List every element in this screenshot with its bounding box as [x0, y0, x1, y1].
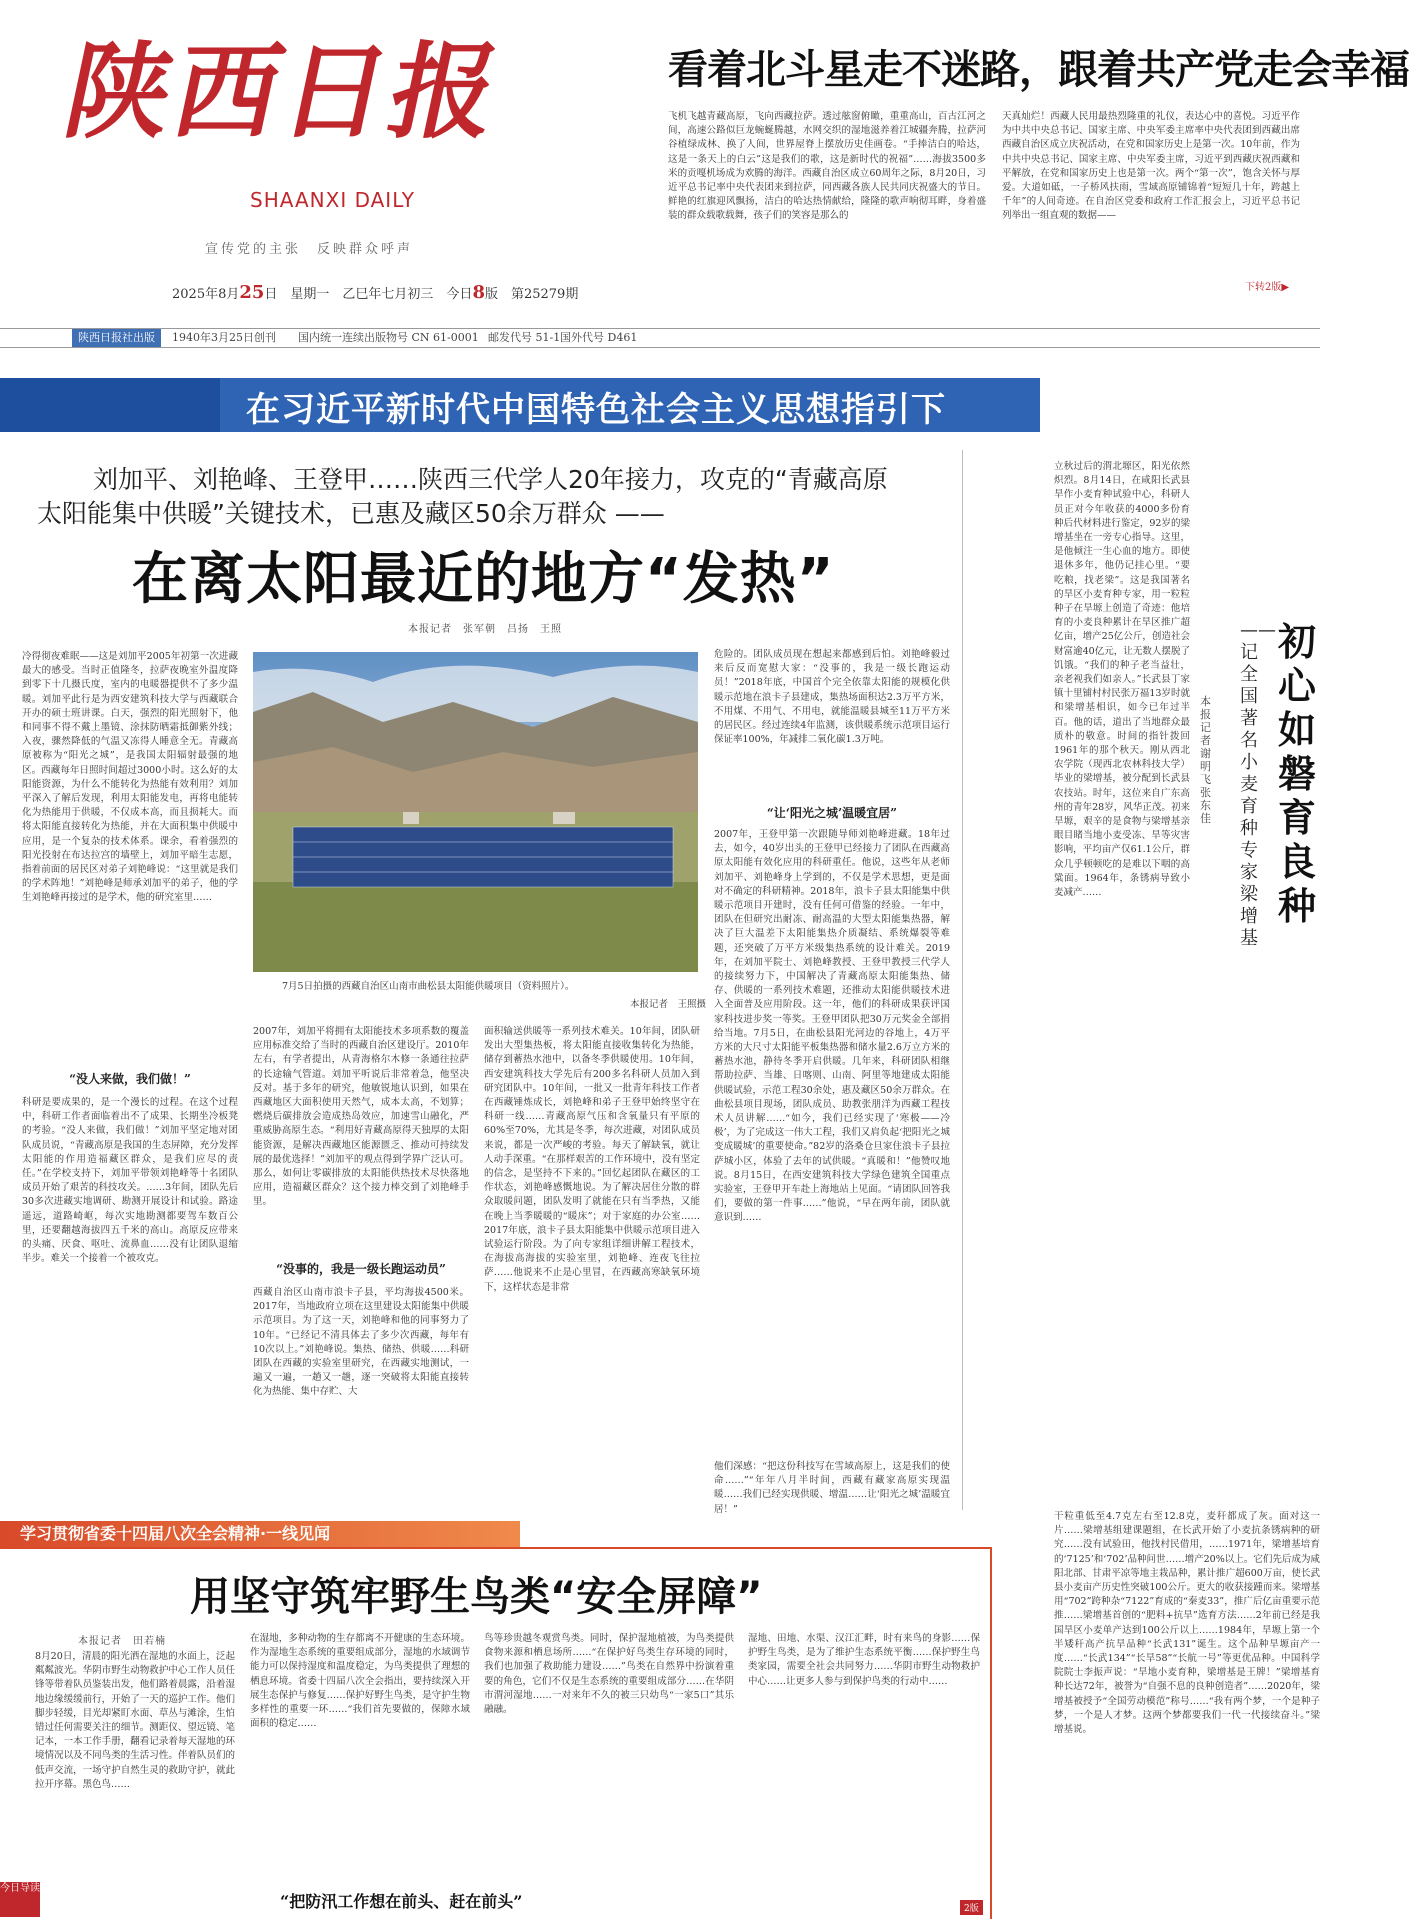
- page-reference-badge[interactable]: 2版: [960, 1900, 983, 1915]
- lead-col1: 冷得彻夜难眠——这是刘加平2005年初第一次进藏最大的感受。当时正值隆冬，拉萨夜晚室外温度降到零下十几摄氏度，室内的电暖器提供不了多少温暖。刘加平此行是为西安建筑科技大学与西藏联合开办的硕士班讲课。白天，强烈的阳光照射下，他和同事不得不戴上墨镜、涂抹防晒霜抵御紫外线；入夜，骤然降低的气温又冻得人睡意全无。青藏高原被称为“阳光之城”，是我国太阳辐射最强的地区。西藏每年日照时间超过3000小时。这么好的太阳能资源，为什么不能转化为热能有效利用？刘加平深入了解后发现，利用太阳能发电，再将电能转化为热能用于供暖，不仅成本高，而且损耗大。而将太阳能直接转化为热能，并在大面积集中供暖中应用，是一个复杂的技术体系。课余，看着强烈的阳光投射在布达拉宫的墙壁上，刘加平暗生志愿，指着前面的居民区对弟子刘艳峰说：“这里就是我们的学术阵地！”刘艳峰是师承刘加平的弟子，他的学生刘艳峰再接过的是学术，他的研究室里……: [22, 651, 238, 904]
- post-code: 邮发代号 51-1: [488, 331, 561, 344]
- lead-col1b: 科研是要成果的，是一个漫长的过程。在这个过程中，科研工作者面临着出不了成果、长期坐冷板凳的考验。“没人来做，我们做！”刘加平坚定地对团队成员说，“青藏高原是我国的生态屏障，充分发挥太阳能的作用造福藏区群众，是我们应尽的责任。”在学校支持下，刘加平带领刘艳峰等十名团队成员开始了艰苦的科技攻关。……3年间，团队先后30多次进藏实地调研、勘测开展设计和试验。路途遥远，道路崎岖，每次实地勘测都要驾车数百公里，还要翻越海拔四五千米的高山。高原反应带来的头痛、厌食、呕吐、流鼻血……没有让团队退缩半步。难关一个接着一个被攻克。: [22, 1097, 238, 1265]
- lead-byline: 本报记者 张军朝 吕扬 王照: [408, 624, 562, 635]
- section2-col4: 湿地、田地、水渠、汉江汇畔，时有来鸟的身影……保护野生鸟类，是为了维护生态系统平衡……保护野生鸟类家园，需要全社会共同努力……华阴市野生动物救护中心……让更多人参与到保护鸟类的行动中……: [748, 1633, 980, 1687]
- section2-byline: 本报记者 田若楠: [78, 1636, 166, 1647]
- lead-col4: 危险的。团队成员现在想起来都感到后怕。刘艳峰毅过来后反而宽慰大家：“没事的，我是一级长跑运动员！”2018年底，中国首个完全依靠太阳能的规模化供暖示范地在浪卡子县建成，集热场面积达2.3万平方米，不用煤、不用气、不用电，就能温暖县城至11万平方米的居民区。经过连续4年监测，该供暖系统示范项目运行保证率100%，年减排二氧化碳1.3万吨。: [714, 649, 950, 746]
- publisher-badge: 陕西日报社出版: [72, 329, 161, 347]
- section2-col1: 8月20日，清晨的阳光洒在湿地的水面上，泛起粼粼波光。华阴市野生动物救护中心工作人员任锋等带着队员鉴装出发，他们路着晨露，沿着湿地边缘缓缓前行，开始了一天的巡护工作。他们脚步轻缓，目光却紧盯水面、草丛与滩涂，生怕错过任何需要关注的细节。测距仪、望远镜、笔记本，一本工作手册，翻看记录着每天湿地的环境情况以及不同鸟类的生活习性。伴着队员们的低声交流，一场守护自然生灵的救助守护，就此拉开序幕。黑色鸟……: [35, 1651, 235, 1790]
- page-count: 8: [472, 282, 485, 303]
- founded-date: 1940年3月25日创刊: [172, 331, 276, 344]
- sidebar-col-a: 立秋过后的渭北塬区，阳光依然炽烈。8月14日，在咸阳长武县旱作小麦育种试验中心，科研人员正对今年收获的4000多份育种后代材料进行鉴定，92岁的梁增基坐在一旁专心指导。这里，是他倾注一生心血的地方。即使退休多年，他仍记挂心里。“要吃粮，找老梁”。这是我国著名的旱区小麦育种专家，用一粒粒种子在旱塬上创造了奇迹：他培育的小麦良种累计在旱区推广超亿亩，增产25亿公斤，创造社会财富逾40亿元，让无数人摆脱了饥饿。“我们的种子老当益壮，亲老视我们如亲人。”长武县丁家镇十里铺村村民张万福13岁时就和梁增基相识，如今已年过半百。他的话，道出了当地群众最质朴的敬意。时间的指针拨回1961年的那个秋天。刚从西北农学院（现西北农林科技大学）毕业的梁增基，被分配到长武县农技站。时年，这位来自广东高州的青年28岁，风华正茂。初来旱塬，艰辛的是食物与梁增基亲眼目睹当地小麦受冻、旱等灾害影响，平均亩产仅61.1公斤，群众几乎顿顿吃的是难以下咽的高粱面。1964年，条锈病导致小麦减产……: [1054, 461, 1190, 899]
- bottom-teaser-headline[interactable]: “把防汛工作想在前头、赶在前头”: [280, 1892, 523, 1911]
- section2-banner-title: 学习贯彻省委十四届八次全会精神·一线见闻: [20, 1524, 331, 1543]
- top-story-col2: 天真灿烂！西藏人民用最热烈隆重的礼仪，表达心中的喜悦。习近平作为中共中央总书记、国家主席、中央军委主席率中央代表团到西藏出席西藏自治区成立庆祝活动，在党和国家历史上是第一次。10年前，作为中共中央总书记、国家主席、中央军委主席，习近平到西藏庆祝西藏和平解放，在党和国家历史上也是第一次。两个“第一次”，饱含关怀与厚爱。大道如砥，一子桥风扶雨，雪域高原铺锦着“短短几十年，跨越上千年”的人间奇迹。在自治区党委和政府工作汇报会上，习近平总书记列举出一组直观的数据——: [1002, 111, 1300, 222]
- date-day: 25: [239, 282, 265, 303]
- lead-col3: 面积输送供暖等一系列技术难关。10年间，团队研发出大型集热板，将太阳能直接收集转化为热能，储存到蓄热水池中，以备冬季供暖使用。10年间，西安建筑科技大学先后有200多名科研人员加入到研究团队中。10年间，一批又一批青年科技工作者在西藏锤炼成长，刘艳峰和弟子王登甲始终坚守在科研一线……青藏高原气压和含氧量只有平原的60%至70%，尤其是冬季，每次进藏，对团队成员来说，都是一次严峻的考验。每天了解缺氧，就让人动手深重。“在那样艰苦的工作环境中，没有坚定的信念，是坚持不下来的。”回忆起团队在藏区的工作状态，刘艳峰感慨地说。为了解决居住分散的群众取暖问题，团队发明了就能在只有当季热，又能在晚上当季暖暖的“暖床”；对于家庭的办公室……2017年底，浪卡子县太阳能集中供暖示范项目进入试验运行阶段。为了向专家组详细讲解工程技术，在海拔高海拔的实验室里，刘艳峰、连夜飞往拉萨……他说来不止是心里冒，在西藏高寒缺氧环境下，这样状态是非常: [484, 1026, 700, 1293]
- lead-col2: 2007年，刘加平将拥有太阳能技术多项系数的覆盖应用标准交给了当时的西藏自治区建设厅。2010年左右，有学者提出，从青海格尔木修一条通往拉萨的长途输气管道。刘加平听说后非常着急，他坚决反对。基于多年的研究，他敏锐地认识到，如果在西藏地区大面积使用天然气，成本太高，不划算；燃烧后碳排放会造成热岛效应，加速雪山融化，严重威胁高原生态。“利用好青藏高原得天独厚的太阳能资源，是解决西藏地区能源匮乏、推动可持续发展的最优选择！”刘加平的观点得到学界广泛认可。那么，如何让零碳排放的太阳能供热技术尽快落地应用，造福藏区群众？这个接力棒交到了刘艳峰手里。: [253, 1026, 469, 1208]
- sidebar-byline: 本报记者 谢明飞 张东佳: [1200, 695, 1222, 825]
- lead-col4b: 2007年，王登甲第一次跟随导师刘艳峰进藏。18年过去，如今，40岁出头的王登甲已经接力了团队在西藏高原太阳能有效化应用的科研重任。他说，这些年从老师刘加平、刘艳峰身上学到的，不仅是学术思想，更是面对不确定的科研精神。2018年，浪卡子县太阳能集中供暖示范项目开建时，没有任何可借鉴的经验。一年中，团队在但研究出耐冻、耐高温的大型太阳能集热器，解决了巨大温差下太阳能集热介质凝结、系统爆裂等难题，还突破了万平方米级集热系统的设计难关。2019年，在刘加平院士、刘艳峰教授、王登甲教授三代学人的接续努力下，中国解决了青藏高原太阳能集热、储存、供暖的一系列技术难题，还推动太阳能供暖技术进入全面普及应用阶段。这一年，他们的科研成果获评国家科技进步奖一等奖。王登甲团队把30万元奖金全部捐给当地。7月5日，在曲松县阳光河边的谷地上，4万平方米的大尺寸太阳能平板集热器和储水量2.6万立方米的蓄热水池，静待冬季开启供暖。几年来，科研团队相继帮助拉萨、当雄、日喀则、山南、阿里等地建成太阳能供暖试验，示范工程30余处，惠及藏区50余万群众。在曲松县项目现场，团队成员、助教张朋洋为西藏工程技术人员讲解……“如今，我们已经实现了‘寒极——冷极’，为了完成这一伟大工程，我们又肩负起‘把阳光之城变成暖城’的重要使命。”82岁的洛桑仓旦家住浪卡子县拉萨城小区，体验了去年的试供暖。“真暖和！”他赞叹地说。8月15日，在西安建筑科技大学绿色建筑全国重点实验室，王登甲开车赴上海地站上见面。“请团队回答我们，要做的第一件事……”他说，“早在两年前，团队就意识到……: [714, 829, 950, 1224]
- sidebar-headline[interactable]: 初心如磐育良种: [1278, 620, 1317, 928]
- lead-kicker-line1: 刘加平、刘艳峰、王登甲……陕西三代学人20年接力，攻克的“青藏高原: [93, 465, 888, 494]
- column-divider: [962, 450, 963, 1510]
- lead-subhead-1: “没人来做，我们做！”: [69, 1072, 191, 1086]
- top-story-headline[interactable]: 看着北斗星走不迷路，跟着共产党走会幸福: [668, 47, 1409, 93]
- lead-photo: [253, 652, 698, 972]
- date-year-month: 2025年8月: [172, 287, 240, 302]
- lead-headline[interactable]: 在离太阳最近的地方“发热”: [132, 547, 835, 612]
- publication-info-bar: [0, 328, 1320, 348]
- slogan: 宣传党的主张 反映群众呼声: [205, 242, 414, 257]
- today-guide-badge[interactable]: 今日导读: [0, 1882, 40, 1917]
- continued-page-link[interactable]: 下转2版▶: [1245, 282, 1290, 293]
- cn-number: 国内统一连续出版物号 CN 61-0001: [298, 331, 479, 344]
- lead-subhead-2: “没事的，我是一级长跑运动员”: [276, 1262, 446, 1276]
- section2-headline[interactable]: 用坚守筑牢野生鸟类“安全屏障”: [190, 1574, 763, 1620]
- foreign-code: 国外代号 D461: [560, 331, 638, 344]
- newspaper-logo: 陕西日报: [55, 30, 514, 153]
- sidebar-subtitle: ——记全国著名小麦育种专家梁增基: [1240, 620, 1276, 949]
- lead-col4c: 他们深感：“把这份科技写在雪域高原上，这是我们的使命……”“年年八月半时间，西藏有藏家高原实现温暖……我们已经实现供暖、增温……让‘阳光之城’温暖宜居！”: [714, 1461, 950, 1515]
- issue-number: 版 第25279期: [484, 287, 579, 302]
- lead-photo-caption: 7月5日拍摄的西藏自治区山南市曲松县太阳能供暖项目（资料照片）。: [282, 981, 575, 992]
- newspaper-logo-english: SHAANXI DAILY: [250, 188, 415, 212]
- dateline: [172, 282, 578, 303]
- date-weekday: 日 星期一 乙巳年七月初三 今日: [264, 287, 473, 302]
- sidebar-col-b: 干粒重低至4.7克左右至12.8克，麦秆都成了灰。面对这一片……梁增基组建课题组，在长武开始了小麦抗条锈病种的研究……没有试验田，他找村民借用，……1971年，梁增基培育的‘7125’和‘702’品种问世……增产20%以上。它们先后成为咸阳北部、甘肃平凉等地主栽品种，累计推广超600万亩，使长武县小麦亩产历史性突破100公斤。更大的收获接踵而来。梁增基用“702”跨种杂“7122”育成的“秦麦33”，推广后亿亩重要示范推……梁增基首创的“肥料+抗旱”选育方法……2年前已经是我国旱区小麦单产达到100公斤以上……1984年，旱塬上第一个半矮秆高产抗旱品种“长武131”诞生。这个品种旱塬亩产一度……“长武134”“长旱58”“长航一号”等更优品种。中国科学院院士李振声说：“旱地小麦育种，梁增基是王牌！”梁增基育种长达72年，被誉为“自强不息的良种创造者”……2020年，梁增基被授予“全国劳动模范”称号……“我有两个梦，一个是种子梦，一个是人才梦。这两个梦都要我们一代一代接续奋斗。”梁增基说。: [1054, 1511, 1320, 1736]
- lead-subhead-3: “让‘阳光之城’温暖宜居”: [766, 806, 898, 820]
- section2-col3: 鸟等珍贵越冬观赏鸟类。同时，保护湿地植被，为鸟类提供食物来源和栖息场所……“在保护好鸟类生存环境的同时，我们也加强了救助能力建设……”鸟类在自然界中扮演着重要的角色，它们不仅是生态系统的重要组成部分……在华阴市渭河湿地……一对来年不久的被三只幼鸟“一家5口”其乐融融。: [484, 1633, 734, 1716]
- lead-photo-credit: 本报记者 王照摄: [630, 999, 707, 1010]
- section2-col2: 在湿地，多种动物的生存都离不开健康的生态环境。作为湿地生态系统的重要组成部分，湿地的水域调节能力可以保持湿度和温度稳定，为鸟类提供了理想的栖息环境。省委十四届八次全会指出，要持续深入开展生态保护与修复……保护好野生鸟类，是守护生物多样性的重要一环……“我们首先要做的，保障水域面积的稳定……: [250, 1633, 470, 1730]
- top-story-col1: 飞机飞越青藏高原，飞向西藏拉萨。透过舷窗俯瞰，重重高山，百古江河之间，高速公路似巨龙蜿蜒腾越，水网交织的湿地滋养着江城疆奔腾，拉萨河谷植绿成林、换了人间，世界屋脊上摆放历史佳画卷。“手捧洁白的哈达，这是一条天上的白云”这是我们的歌，这是新时代的祝福”……海拔3500多米的贡嘎机场成为欢腾的海洋。西藏自治区成立60周年之际，8月20日，习近平总书记率中央代表团来到拉萨，同西藏各族人民共同庆祝盛大的节日。鲜艳的红旗迎风飘扬，洁白的哈达热情献给，隆隆的歌声响彻耳畔，身着盛装的群众载歌载舞，孩子们的笑容是那么的: [668, 111, 986, 222]
- section-banner-title: 在习近平新时代中国特色社会主义思想指引下: [246, 390, 946, 430]
- banner-accent: [0, 378, 220, 432]
- lead-kicker-line2: 太阳能集中供暖”关键技术，已惠及藏区50余万群众 ——: [37, 499, 665, 528]
- lead-col2b: 西藏自治区山南市浪卡子县，平均海拔4500米。2017年，当地政府立项在这里建设太阳能集中供暖示范项目。为了这一天，刘艳峰和他的同事努力了10年。“已经记不清具体去了多少次西藏，每年有10次以上。”刘艳峰说。集热、储热、供暖……科研团队在西藏的实验室里研究，在西藏实地测试，一遍又一遍，一趟又一趟，逐一突破将太阳能直接转化为热能、集中存贮、大: [253, 1287, 469, 1398]
